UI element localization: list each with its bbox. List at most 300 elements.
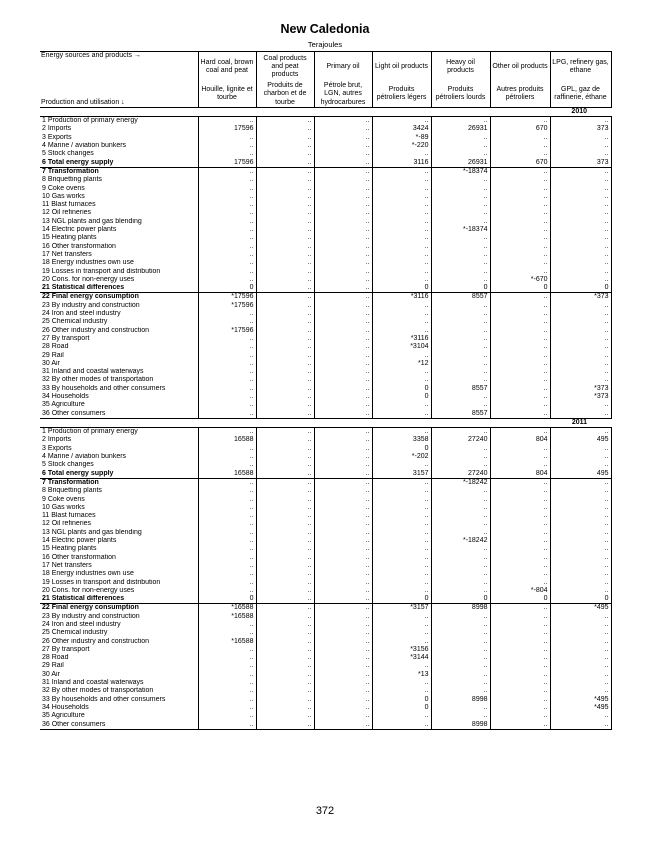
table-row: [40, 512, 611, 520]
table-cell: ..: [490, 562, 550, 570]
table-cell: ..: [314, 150, 372, 158]
row-label: 2 Imports: [42, 436, 72, 444]
table-cell: 8557: [431, 293, 490, 302]
table-cell: ..: [431, 662, 490, 670]
table-row: [40, 453, 611, 461]
table-cell: 0: [431, 595, 490, 604]
table-cell: ..: [550, 662, 611, 670]
table-cell: ..: [256, 487, 314, 495]
row-label: 1 Production of primary energy: [42, 117, 138, 125]
table-cell: ..: [550, 496, 611, 504]
table-cell: *3157: [372, 604, 431, 613]
table-cell: ..: [550, 193, 611, 201]
table-cell: ..: [314, 638, 372, 646]
table-cell: ..: [314, 604, 372, 613]
table-cell: ..: [490, 352, 550, 360]
table-cell: ..: [314, 167, 372, 176]
table-cell: ..: [550, 537, 611, 545]
table-cell: ..: [198, 276, 256, 284]
table-row: [40, 410, 611, 419]
table-cell: ..: [314, 570, 372, 578]
table-cell: ..: [431, 453, 490, 461]
table-cell: ..: [431, 209, 490, 217]
table-cell: ..: [198, 428, 256, 437]
table-cell: 3358: [372, 436, 431, 444]
table-cell: ..: [431, 654, 490, 662]
table-cell: ..: [372, 201, 431, 209]
table-cell: ..: [490, 310, 550, 318]
table-cell: ..: [490, 167, 550, 176]
table-cell: ..: [490, 302, 550, 310]
col-header-heavy-oil-en: Heavy oil products: [431, 52, 490, 83]
table-cell: ..: [314, 562, 372, 570]
table-cell: ..: [490, 453, 550, 461]
table-row: [40, 496, 611, 504]
table-cell: ..: [550, 721, 611, 730]
table-cell: ..: [490, 445, 550, 453]
table-cell: ..: [198, 461, 256, 469]
col-header-lpg-fr: GPL, gaz de raffinerie, éthane: [550, 82, 611, 107]
table-row: [40, 327, 611, 335]
table-cell: ..: [314, 470, 372, 479]
table-cell: ..: [198, 268, 256, 276]
table-cell: ..: [314, 385, 372, 393]
table-cell: ..: [431, 529, 490, 537]
table-cell: ..: [314, 629, 372, 637]
table-row: [40, 393, 611, 401]
table-cell: ..: [490, 613, 550, 621]
table-cell: ..: [490, 512, 550, 520]
row-label: 30 Air: [42, 359, 60, 367]
table-row: [40, 428, 611, 437]
table-cell: 27240: [431, 436, 490, 444]
table-row: [40, 293, 611, 302]
table-cell: ..: [256, 654, 314, 662]
table-cell: ..: [490, 335, 550, 343]
table-cell: ..: [314, 185, 372, 193]
table-cell: ..: [314, 284, 372, 293]
table-cell: ..: [198, 201, 256, 209]
table-row: [40, 687, 611, 695]
table-cell: ..: [256, 293, 314, 302]
table-row: [40, 251, 611, 259]
table-cell: ..: [550, 201, 611, 209]
table-cell: ..: [372, 570, 431, 578]
table-cell: ..: [490, 410, 550, 419]
table-cell: ..: [198, 193, 256, 201]
table-cell: ..: [372, 176, 431, 184]
table-cell: ..: [198, 243, 256, 251]
table-row: [40, 150, 611, 158]
table-cell: 17596: [198, 125, 256, 133]
table-cell: ..: [550, 150, 611, 158]
table-cell: ..: [550, 410, 611, 419]
table-cell: ..: [198, 570, 256, 578]
table-cell: ..: [550, 621, 611, 629]
table-cell: ..: [431, 234, 490, 242]
table-cell: ..: [314, 545, 372, 553]
table-row: [40, 562, 611, 570]
table-cell: ..: [550, 310, 611, 318]
table-cell: *3104: [372, 343, 431, 351]
table-cell: ..: [431, 487, 490, 495]
table-cell: 16588: [198, 470, 256, 479]
row-label: 12 Oil refineries: [42, 520, 92, 528]
row-label: 31 Inland and coastal waterways: [42, 679, 144, 687]
table-cell: ..: [550, 209, 611, 217]
table-cell: ..: [198, 654, 256, 662]
table-row: [40, 478, 611, 487]
table-cell: ..: [314, 621, 372, 629]
table-cell: 0: [372, 696, 431, 704]
table-cell: ..: [256, 360, 314, 368]
col-header-heavy-oil-fr: Produits pétroliers lourds: [431, 82, 490, 107]
table-cell: ..: [198, 376, 256, 384]
table-cell: ..: [314, 360, 372, 368]
table-cell: ..: [198, 621, 256, 629]
table-cell: ..: [198, 629, 256, 637]
table-cell: ..: [490, 193, 550, 201]
table-cell: *373: [550, 385, 611, 393]
table-cell: ..: [198, 134, 256, 142]
row-label: 11 Blast furnaces: [42, 201, 96, 209]
row-label: 2 Imports: [42, 125, 72, 133]
table-cell: ..: [198, 117, 256, 126]
row-label: 3 Exports: [42, 133, 72, 141]
table-cell: ..: [372, 150, 431, 158]
table-cell: ..: [372, 401, 431, 409]
col-header-hard-coal-fr: Houille, lignite et tourbe: [198, 82, 256, 107]
table-cell: ..: [431, 679, 490, 687]
table-row: [40, 570, 611, 578]
table-cell: ..: [256, 343, 314, 351]
table-cell: ..: [431, 251, 490, 259]
table-cell: ..: [314, 268, 372, 276]
table-cell: ..: [431, 554, 490, 562]
table-cell: ..: [198, 226, 256, 234]
table-cell: ..: [431, 134, 490, 142]
table-cell: ..: [256, 461, 314, 469]
table-cell: ..: [198, 176, 256, 184]
table-row: [40, 604, 611, 613]
table-cell: *3156: [372, 646, 431, 654]
table-cell: ..: [372, 579, 431, 587]
table-row: [40, 125, 611, 133]
row-label: 18 Energy industries own use: [42, 570, 134, 578]
table-cell: ..: [372, 327, 431, 335]
table-cell: ..: [490, 243, 550, 251]
table-cell: ..: [431, 570, 490, 578]
table-cell: ..: [198, 579, 256, 587]
table-body: [40, 107, 611, 729]
table-cell: ..: [550, 445, 611, 453]
table-cell: ..: [256, 268, 314, 276]
table-cell: ..: [314, 293, 372, 302]
table-row: [40, 662, 611, 670]
table-cell: ..: [198, 679, 256, 687]
table-cell: ..: [198, 687, 256, 695]
table-row: [40, 646, 611, 654]
table-row: [40, 193, 611, 201]
table-row: [40, 343, 611, 351]
table-cell: ..: [490, 496, 550, 504]
col-header-light-oil-en: Light oil products: [372, 52, 431, 83]
table-cell: ..: [256, 529, 314, 537]
row-label: 35 Agriculture: [42, 401, 85, 409]
table-cell: ..: [490, 662, 550, 670]
table-row: [40, 621, 611, 629]
table-cell: ..: [550, 401, 611, 409]
row-label: 28 Road: [42, 343, 69, 351]
table-row: [40, 226, 611, 234]
table-cell: ..: [550, 218, 611, 226]
table-cell: ..: [550, 360, 611, 368]
table-row: [40, 259, 611, 267]
table-row: [40, 176, 611, 184]
table-cell: ..: [314, 595, 372, 604]
table-cell: *-89: [372, 134, 431, 142]
table-cell: ..: [550, 613, 611, 621]
table-cell: ..: [550, 343, 611, 351]
table-cell: ..: [372, 529, 431, 537]
table-cell: ..: [314, 376, 372, 384]
row-label: 20 Cons. for non-energy uses: [42, 275, 135, 283]
table-cell: ..: [490, 117, 550, 126]
table-cell: ..: [198, 335, 256, 343]
table-cell: ..: [198, 259, 256, 267]
table-cell: ..: [372, 461, 431, 469]
table-cell: ..: [431, 587, 490, 595]
row-label: 8 Briquetting plants: [42, 176, 102, 184]
table-cell: 17596: [198, 159, 256, 168]
table-cell: *-220: [372, 142, 431, 150]
table-cell: ..: [490, 554, 550, 562]
row-label: 34 Households: [42, 392, 89, 400]
table-cell: ..: [372, 193, 431, 201]
table-cell: ..: [198, 318, 256, 326]
table-cell: ..: [372, 226, 431, 234]
table-cell: ..: [256, 259, 314, 267]
table-cell: ..: [256, 604, 314, 613]
table-cell: ..: [550, 428, 611, 437]
table-row: [40, 629, 611, 637]
table-cell: ..: [550, 368, 611, 376]
table-cell: ..: [314, 276, 372, 284]
table-cell: ..: [490, 218, 550, 226]
table-cell: ..: [256, 679, 314, 687]
table-cell: ..: [198, 662, 256, 670]
table-row: [40, 268, 611, 276]
table-cell: 0: [198, 595, 256, 604]
table-cell: ..: [256, 226, 314, 234]
table-cell: ..: [314, 209, 372, 217]
table-cell: ..: [550, 487, 611, 495]
table-cell: ..: [314, 554, 372, 562]
table-cell: ..: [490, 679, 550, 687]
table-cell: ..: [550, 579, 611, 587]
table-cell: ..: [490, 150, 550, 158]
table-cell: ..: [314, 302, 372, 310]
table-cell: ..: [256, 142, 314, 150]
table-cell: 804: [490, 436, 550, 444]
table-cell: ..: [372, 496, 431, 504]
table-cell: ..: [490, 504, 550, 512]
table-cell: ..: [550, 478, 611, 487]
table-cell: ..: [431, 629, 490, 637]
table-cell: *17596: [198, 293, 256, 302]
table-cell: ..: [431, 150, 490, 158]
table-cell: ..: [431, 461, 490, 469]
table-cell: ..: [431, 712, 490, 720]
table-cell: ..: [198, 545, 256, 553]
table-cell: ..: [490, 604, 550, 613]
table-cell: ..: [372, 504, 431, 512]
table-cell: ..: [256, 671, 314, 679]
table-row: [40, 368, 611, 376]
row-label: 3 Exports: [42, 444, 72, 452]
table-cell: ..: [198, 478, 256, 487]
table-cell: *16588: [198, 613, 256, 621]
table-cell: ..: [314, 142, 372, 150]
table-cell: ..: [490, 704, 550, 712]
table-cell: ..: [314, 461, 372, 469]
row-label: 22 Final energy consumption: [42, 604, 139, 612]
col-header-primary-oil-fr: Pétrole brut, LGN, autres hydrocarbures: [314, 82, 372, 107]
table-cell: ..: [490, 134, 550, 142]
table-cell: ..: [198, 646, 256, 654]
table-cell: *17596: [198, 327, 256, 335]
row-label: 16 Other transformation: [42, 242, 116, 250]
table-cell: ..: [314, 251, 372, 259]
table-cell: ..: [490, 201, 550, 209]
table-cell: ..: [372, 243, 431, 251]
table-cell: ..: [431, 218, 490, 226]
table-cell: ..: [198, 712, 256, 720]
table-cell: ..: [314, 193, 372, 201]
table-cell: ..: [372, 251, 431, 259]
table-cell: ..: [314, 318, 372, 326]
table-cell: ..: [372, 318, 431, 326]
table-cell: ..: [314, 679, 372, 687]
table-cell: ..: [490, 520, 550, 528]
table-cell: ..: [198, 310, 256, 318]
table-cell: ..: [372, 117, 431, 126]
table-cell: ..: [198, 218, 256, 226]
table-cell: ..: [490, 318, 550, 326]
table-row: [40, 201, 611, 209]
table-cell: ..: [490, 376, 550, 384]
table-cell: ..: [431, 520, 490, 528]
page-title: New Caledonia: [280, 22, 370, 36]
table-cell: ..: [198, 410, 256, 419]
table-cell: ..: [550, 176, 611, 184]
row-label: 33 By households and other consumers: [42, 695, 166, 703]
row-label: 10 Gas works: [42, 192, 85, 200]
table-cell: *3116: [372, 293, 431, 302]
table-row: [40, 335, 611, 343]
table-cell: ..: [256, 176, 314, 184]
table-cell: ..: [314, 696, 372, 704]
table-cell: 0: [372, 385, 431, 393]
table-cell: ..: [198, 671, 256, 679]
row-label: 9 Coke ovens: [42, 495, 85, 503]
table-cell: ..: [314, 512, 372, 520]
table-cell: *-18374: [431, 167, 490, 176]
table-cell: ..: [490, 176, 550, 184]
page-number: 372: [315, 805, 335, 817]
table-cell: ..: [314, 662, 372, 670]
table-cell: *16588: [198, 604, 256, 613]
table-cell: ..: [550, 318, 611, 326]
table-cell: ..: [490, 251, 550, 259]
table-cell: ..: [256, 520, 314, 528]
table-cell: ..: [550, 134, 611, 142]
table-row: [40, 284, 611, 293]
table-row: [40, 376, 611, 384]
table-cell: ..: [372, 545, 431, 553]
table-cell: ..: [372, 268, 431, 276]
table-cell: ..: [550, 712, 611, 720]
table-cell: ..: [431, 428, 490, 437]
table-cell: ..: [198, 150, 256, 158]
table-cell: 0: [372, 704, 431, 712]
table-cell: ..: [372, 613, 431, 621]
row-label: 33 By households and other consumers: [42, 384, 166, 392]
table-cell: ..: [256, 393, 314, 401]
row-label: 7 Transformation: [42, 478, 99, 486]
table-cell: ..: [490, 142, 550, 150]
table-cell: ..: [431, 638, 490, 646]
table-cell: ..: [256, 376, 314, 384]
table-cell: ..: [256, 327, 314, 335]
table-cell: *495: [550, 704, 611, 712]
row-label: 6 Total energy supply: [40, 159, 198, 168]
table-row: [40, 401, 611, 409]
table-cell: ..: [256, 687, 314, 695]
table-cell: ..: [372, 687, 431, 695]
table-cell: ..: [372, 662, 431, 670]
table-cell: 8998: [431, 696, 490, 704]
table-cell: ..: [372, 512, 431, 520]
table-cell: ..: [314, 504, 372, 512]
table-cell: ..: [490, 461, 550, 469]
table-cell: ..: [314, 226, 372, 234]
table-cell: ..: [198, 537, 256, 545]
table-cell: ..: [372, 537, 431, 545]
table-cell: ..: [198, 445, 256, 453]
table-cell: ..: [314, 646, 372, 654]
table-cell: ..: [431, 704, 490, 712]
table-cell: ..: [550, 654, 611, 662]
row-label: 6 Total energy supply: [40, 470, 198, 479]
table-row: [40, 554, 611, 562]
table-row: [40, 696, 611, 704]
table-cell: ..: [490, 368, 550, 376]
table-cell: ..: [431, 504, 490, 512]
table-cell: ..: [372, 554, 431, 562]
table-cell: ..: [314, 352, 372, 360]
table-row: [40, 445, 611, 453]
table-cell: ..: [431, 318, 490, 326]
table-cell: ..: [490, 343, 550, 351]
row-label: 13 NGL plants and gas blending: [42, 217, 142, 225]
table-cell: ..: [198, 453, 256, 461]
row-label: 5 Stock changes: [42, 150, 94, 158]
table-cell: ..: [314, 537, 372, 545]
table-cell: ..: [256, 629, 314, 637]
table-cell: ..: [256, 704, 314, 712]
table-cell: ..: [256, 595, 314, 604]
